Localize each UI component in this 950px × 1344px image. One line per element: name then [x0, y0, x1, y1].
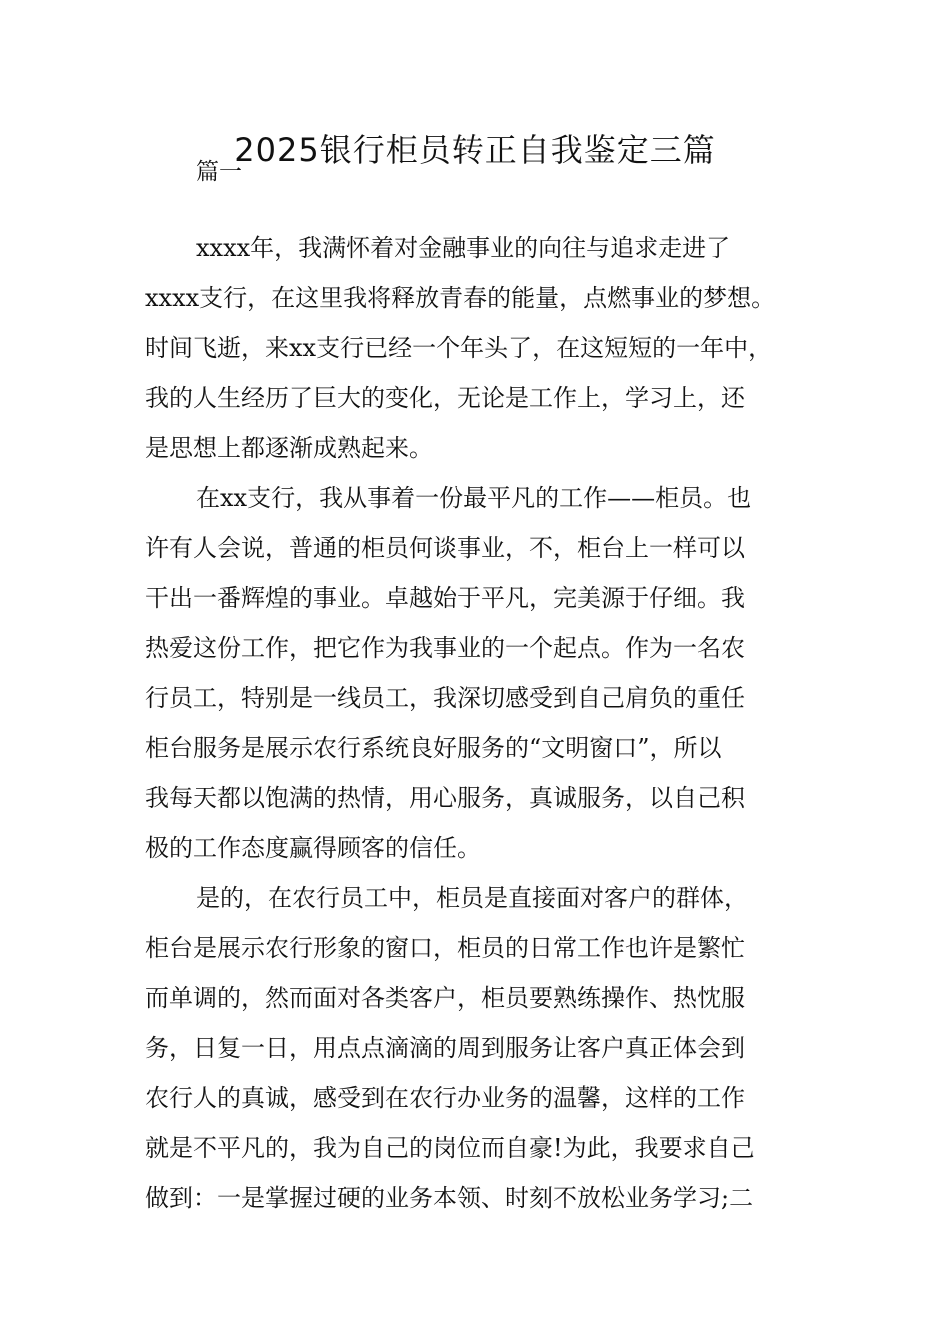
body-line: xxxx年，我满怀着对金融事业的向往与追求走进了 — [196, 234, 731, 262]
body-line: 做到：一是掌握过硬的业务本领、时刻不放松业务学习;二 — [145, 1184, 754, 1212]
body-line: 农行人的真诚，感受到在农行办业务的温馨，这样的工作 — [145, 1084, 745, 1112]
body-line: 行员工，特别是一线员工，我深切感受到自己肩负的重任 — [145, 684, 745, 712]
body-line: 干出一番辉煌的事业。卓越始于平凡，完美源于仔细。我 — [145, 584, 745, 612]
body-line: xxxx支行，在这里我将释放青春的能量，点燃事业的梦想。 — [145, 284, 776, 312]
body-line: 是思想上都逐渐成熟起来。 — [145, 434, 433, 462]
body-line: 许有人会说，普通的柜员何谈事业，不，柜台上一样可以 — [145, 534, 745, 562]
body-line: 而单调的，然而面对各类客户，柜员要熟练操作、热忱服 — [145, 984, 745, 1012]
body-line: 柜台服务是展示农行系统良好服务的“文明窗口”，所以 — [145, 734, 722, 762]
document-title: 2025银行柜员转正自我鉴定三篇 — [234, 131, 716, 169]
body-line: 热爱这份工作，把它作为我事业的一个起点。作为一名农 — [145, 634, 745, 662]
section-label: 篇一 — [196, 159, 242, 185]
body-line: 极的工作态度赢得顾客的信任。 — [145, 834, 481, 862]
body-line: 就是不平凡的，我为自己的岗位而自豪!为此，我要求自己 — [145, 1134, 755, 1162]
body-line: 是的，在农行员工中，柜员是直接面对客户的群体， — [196, 884, 748, 912]
body-line: 务，日复一日，用点点滴滴的周到服务让客户真正体会到 — [145, 1034, 745, 1062]
body-line: 在xx支行，我从事着一份最平凡的工作——柜员。也 — [196, 484, 752, 512]
body-line: 时间飞逝，来xx支行已经一个年头了，在这短短的一年中， — [145, 334, 773, 362]
body-line: 我的人生经历了巨大的变化，无论是工作上，学习上，还 — [145, 384, 745, 412]
body-line: 我每天都以饱满的热情，用心服务，真诚服务，以自己积 — [145, 784, 745, 812]
body-line: 柜台是展示农行形象的窗口，柜员的日常工作也许是繁忙 — [145, 934, 745, 962]
